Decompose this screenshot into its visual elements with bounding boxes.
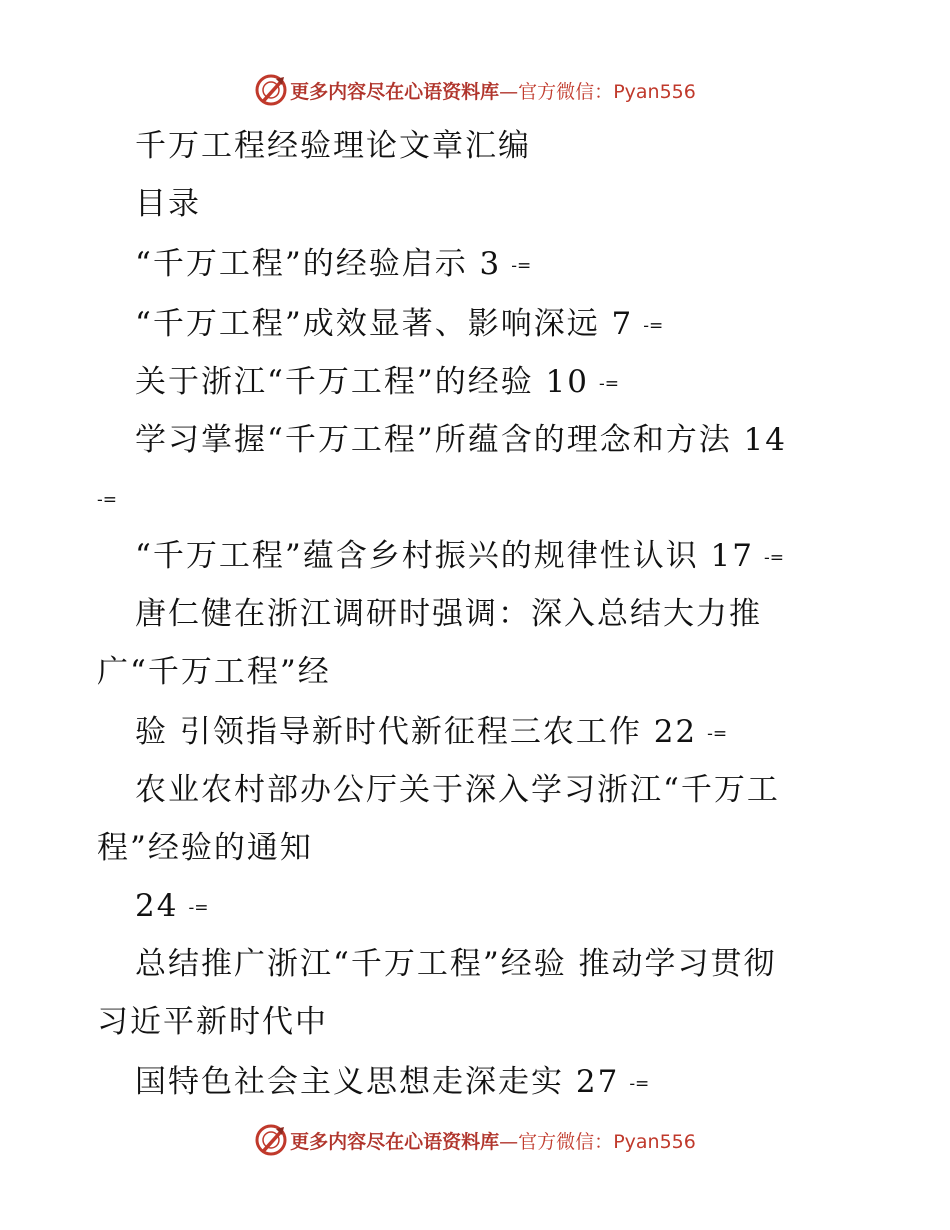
toc-entry-text: 国特色社会主义思想走深走实 27 — [135, 1064, 620, 1100]
banner-wechat-label: 官方微信： — [518, 80, 614, 103]
toc-entry-text: 学习掌握“千万工程”所蕴含的理念和方法 14 — [135, 422, 787, 458]
toc-mark: -= — [707, 724, 728, 744]
toc-mark: -= — [511, 256, 532, 276]
toc-entry-5 — [135, 538, 784, 576]
toc-entry-3 — [135, 364, 619, 402]
header-banner — [0, 70, 950, 110]
banner-text — [290, 77, 696, 104]
toc-entry-7-line3 — [135, 888, 208, 926]
document-title: 千万工程经验理论文章汇编 — [135, 128, 531, 164]
toc-entry-text: 24 — [135, 888, 179, 924]
toc-entry-1 — [135, 246, 531, 284]
toc-entry-4 — [135, 422, 787, 458]
toc-entry-text: “千万工程”蕴含乡村振兴的规律性认识 17 — [135, 538, 754, 574]
toc-entry-text: 验 引领指导新时代新征程三农工作 22 — [135, 714, 698, 750]
toc-entry-text: “千万工程”的经验启示 3 — [135, 246, 502, 282]
toc-entry-4-cont — [97, 480, 117, 518]
toc-entry-6-line3 — [135, 714, 727, 752]
toc-mark: -= — [629, 1074, 650, 1094]
toc-entry-8-line3 — [135, 1064, 649, 1102]
toc-entry-text: 关于浙江“千万工程”的经验 10 — [135, 364, 589, 400]
toc-mark: -= — [599, 374, 619, 394]
toc-entry-8-line1: 总结推广浙江“千万工程”经验 推动学习贯彻 — [135, 946, 777, 982]
toc-entry-6-line2: 广“千万工程”经 — [97, 654, 331, 690]
banner-dash: — — [499, 80, 519, 103]
banner-brand: 更多内容尽在心语资料库 — [290, 1130, 500, 1153]
banner-dash: — — [499, 1130, 519, 1153]
banner-wechat-id: Pyan556 — [613, 1130, 696, 1153]
toc-mark: -= — [764, 548, 784, 568]
toc-entry-text: “千万工程”成效显著、影响深远 7 — [135, 306, 634, 342]
toc-mark: -= — [97, 490, 117, 510]
quill-seal-icon — [254, 1123, 288, 1157]
toc-entry-2 — [135, 306, 663, 344]
toc-mark: -= — [188, 898, 209, 918]
toc-entry-8-line2: 习近平新时代中 — [97, 1004, 328, 1040]
banner-text — [290, 1127, 696, 1154]
footer-banner — [0, 1120, 950, 1160]
toc-heading: 目录 — [135, 186, 201, 222]
quill-seal-icon — [254, 73, 288, 107]
toc-entry-6-line1: 唐仁健在浙江调研时强调：深入总结大力推 — [135, 596, 762, 632]
banner-wechat-id: Pyan556 — [613, 80, 696, 103]
banner-brand: 更多内容尽在心语资料库 — [290, 80, 500, 103]
toc-entry-7-line1: 农业农村部办公厅关于深入学习浙江“千万工 — [135, 772, 780, 808]
toc-mark: -= — [643, 316, 664, 336]
banner-wechat-label: 官方微信： — [518, 1130, 614, 1153]
toc-entry-7-line2: 程”经验的通知 — [97, 830, 313, 866]
